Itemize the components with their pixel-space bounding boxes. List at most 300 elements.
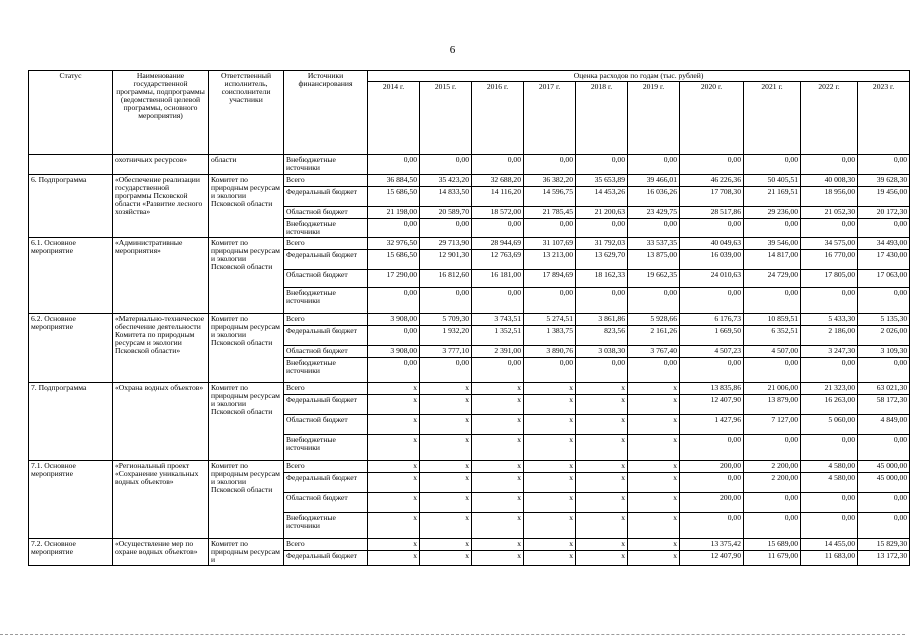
value-cell: 0,00 bbox=[801, 492, 858, 512]
value-cell: x bbox=[368, 538, 420, 550]
value-cell: x bbox=[368, 512, 420, 538]
header-estimate: Оценка расходов по годам (тыс. рублей) bbox=[368, 71, 910, 82]
value-cell: 13 213,00 bbox=[524, 249, 576, 269]
value-cell: 3 038,30 bbox=[576, 345, 628, 357]
row-responsible: области bbox=[209, 154, 284, 174]
value-cell: 0,00 bbox=[744, 492, 801, 512]
value-cell: x bbox=[420, 414, 472, 434]
value-cell: x bbox=[472, 460, 524, 472]
table-row bbox=[29, 237, 910, 249]
row-source: Федеральный бюджет bbox=[284, 394, 368, 414]
row-source: Внебюджетные источники bbox=[284, 512, 368, 538]
value-cell: x bbox=[420, 551, 472, 566]
value-cell: x bbox=[524, 512, 576, 538]
value-cell: 0,00 bbox=[744, 434, 801, 460]
value-cell: 3 861,86 bbox=[576, 313, 628, 325]
row-name: «Обеспечение реализации государственной программы Псковской области «Развитие лесного хозяйства» bbox=[113, 174, 209, 237]
value-cell: 1 352,51 bbox=[472, 325, 524, 345]
value-cell: x bbox=[420, 460, 472, 472]
header-year: 2018 г. bbox=[576, 81, 628, 154]
header-year: 2017 г. bbox=[524, 81, 576, 154]
value-cell: 0,00 bbox=[680, 218, 744, 237]
value-cell: 3 908,00 bbox=[368, 345, 420, 357]
value-cell: 21 169,51 bbox=[744, 186, 801, 206]
row-responsible: Комитет по природным ресурсам и экологии Псковской области bbox=[209, 460, 284, 538]
value-cell: 0,00 bbox=[420, 154, 472, 174]
value-cell: 5 433,30 bbox=[801, 313, 858, 325]
row-source: Внебюджетные источники bbox=[284, 154, 368, 174]
page-number: 6 bbox=[449, 44, 456, 56]
value-cell: 0,00 bbox=[680, 287, 744, 313]
header-year: 2022 г. bbox=[801, 81, 858, 154]
value-cell: 4 580,00 bbox=[801, 460, 858, 472]
value-cell: x bbox=[420, 472, 472, 492]
value-cell: 0,00 bbox=[576, 218, 628, 237]
value-cell: 6 176,73 bbox=[680, 313, 744, 325]
header-year: 2021 г. bbox=[744, 81, 801, 154]
row-source: Всего bbox=[284, 382, 368, 394]
row-name: охотничьих ресурсов» bbox=[113, 154, 209, 174]
value-cell: 3 743,51 bbox=[472, 313, 524, 325]
row-source: Областной бюджет bbox=[284, 492, 368, 512]
value-cell: 5 060,00 bbox=[801, 414, 858, 434]
value-cell: 3 777,10 bbox=[420, 345, 472, 357]
value-cell: 2 200,00 bbox=[744, 460, 801, 472]
value-cell: x bbox=[420, 538, 472, 550]
value-cell: x bbox=[628, 460, 680, 472]
header-sources: Источники финансирования bbox=[284, 71, 368, 155]
value-cell: 17 063,00 bbox=[858, 269, 910, 287]
value-cell: 14 453,26 bbox=[576, 186, 628, 206]
value-cell: 20 589,70 bbox=[420, 206, 472, 218]
value-cell: 3 109,30 bbox=[858, 345, 910, 357]
value-cell: 15 686,50 bbox=[368, 249, 420, 269]
value-cell: x bbox=[524, 492, 576, 512]
table-row bbox=[29, 382, 910, 394]
value-cell: x bbox=[628, 551, 680, 566]
value-cell: 16 036,26 bbox=[628, 186, 680, 206]
value-cell: 1 669,50 bbox=[680, 325, 744, 345]
value-cell: 45 000,00 bbox=[858, 460, 910, 472]
value-cell: 3 767,40 bbox=[628, 345, 680, 357]
value-cell: x bbox=[524, 551, 576, 566]
value-cell: 17 894,69 bbox=[524, 269, 576, 287]
row-source: Всего bbox=[284, 174, 368, 186]
value-cell: x bbox=[368, 382, 420, 394]
value-cell: x bbox=[628, 472, 680, 492]
value-cell: 0,00 bbox=[628, 218, 680, 237]
value-cell: x bbox=[576, 414, 628, 434]
value-cell: 10 859,51 bbox=[744, 313, 801, 325]
value-cell: 0,00 bbox=[472, 218, 524, 237]
row-responsible: Комитет по природным ресурсам и экологии Псковской области bbox=[209, 313, 284, 382]
value-cell: 12 407,90 bbox=[680, 394, 744, 414]
value-cell: x bbox=[524, 434, 576, 460]
value-cell: 0,00 bbox=[368, 357, 420, 382]
value-cell: x bbox=[472, 512, 524, 538]
row-source: Федеральный бюджет bbox=[284, 249, 368, 269]
value-cell: 13 835,86 bbox=[680, 382, 744, 394]
value-cell: x bbox=[472, 538, 524, 550]
value-cell: 0,00 bbox=[801, 287, 858, 313]
value-cell: 0,00 bbox=[628, 154, 680, 174]
value-cell: 40 008,30 bbox=[801, 174, 858, 186]
value-cell: x bbox=[576, 394, 628, 414]
value-cell: 21 006,00 bbox=[744, 382, 801, 394]
value-cell: x bbox=[576, 434, 628, 460]
value-cell: 0,00 bbox=[420, 287, 472, 313]
value-cell: 19 662,35 bbox=[628, 269, 680, 287]
row-status: 7.2. Основное мероприятие bbox=[29, 538, 113, 565]
value-cell: 4 849,00 bbox=[858, 414, 910, 434]
value-cell: 24 010,63 bbox=[680, 269, 744, 287]
value-cell: x bbox=[420, 492, 472, 512]
value-cell: x bbox=[628, 414, 680, 434]
value-cell: 14 116,20 bbox=[472, 186, 524, 206]
value-cell: 0,00 bbox=[858, 512, 910, 538]
value-cell: x bbox=[628, 512, 680, 538]
value-cell: 0,00 bbox=[744, 218, 801, 237]
value-cell: x bbox=[472, 394, 524, 414]
value-cell: 0,00 bbox=[420, 218, 472, 237]
value-cell: 0,00 bbox=[628, 357, 680, 382]
value-cell: x bbox=[368, 492, 420, 512]
value-cell: x bbox=[628, 538, 680, 550]
table-row bbox=[29, 538, 910, 550]
value-cell: 35 423,20 bbox=[420, 174, 472, 186]
value-cell: 16 812,60 bbox=[420, 269, 472, 287]
table-body bbox=[29, 154, 910, 565]
value-cell: 0,00 bbox=[472, 287, 524, 313]
value-cell: 5 274,51 bbox=[524, 313, 576, 325]
value-cell: 0,00 bbox=[858, 357, 910, 382]
value-cell: 12 901,30 bbox=[420, 249, 472, 269]
value-cell: 0,00 bbox=[524, 287, 576, 313]
value-cell: 19 456,00 bbox=[858, 186, 910, 206]
row-source: Внебюджетные источники bbox=[284, 357, 368, 382]
value-cell: 6 352,51 bbox=[744, 325, 801, 345]
value-cell: 200,00 bbox=[680, 492, 744, 512]
value-cell: 3 247,30 bbox=[801, 345, 858, 357]
value-cell: x bbox=[628, 394, 680, 414]
value-cell: x bbox=[420, 394, 472, 414]
row-source: Федеральный бюджет bbox=[284, 186, 368, 206]
budget-table bbox=[28, 70, 910, 566]
value-cell: x bbox=[472, 414, 524, 434]
value-cell: 13 375,42 bbox=[680, 538, 744, 550]
value-cell: 24 729,00 bbox=[744, 269, 801, 287]
value-cell: 35 653,89 bbox=[576, 174, 628, 186]
row-name: «Материально-техническое обеспечение деятельности Комитета по природным ресурсам и экологии Псковской области» bbox=[113, 313, 209, 382]
value-cell: 36 884,50 bbox=[368, 174, 420, 186]
row-source: Областной бюджет bbox=[284, 269, 368, 287]
value-cell: 15 686,50 bbox=[368, 186, 420, 206]
value-cell: x bbox=[368, 460, 420, 472]
value-cell: 0,00 bbox=[744, 512, 801, 538]
value-cell: 0,00 bbox=[858, 154, 910, 174]
value-cell: 16 039,00 bbox=[680, 249, 744, 269]
row-status: 6. Подпрограмма bbox=[29, 174, 113, 237]
row-status: 6.1. Основное мероприятие bbox=[29, 237, 113, 313]
value-cell: 15 689,00 bbox=[744, 538, 801, 550]
value-cell: 0,00 bbox=[680, 357, 744, 382]
value-cell: 31 792,03 bbox=[576, 237, 628, 249]
row-source: Областной бюджет bbox=[284, 206, 368, 218]
value-cell: 18 956,00 bbox=[801, 186, 858, 206]
value-cell: 0,00 bbox=[858, 218, 910, 237]
value-cell: 12 763,69 bbox=[472, 249, 524, 269]
value-cell: 13 172,30 bbox=[858, 551, 910, 566]
value-cell: x bbox=[628, 382, 680, 394]
value-cell: 0,00 bbox=[744, 154, 801, 174]
value-cell: 4 507,23 bbox=[680, 345, 744, 357]
value-cell: 14 833,50 bbox=[420, 186, 472, 206]
value-cell: 0,00 bbox=[472, 154, 524, 174]
row-responsible: Комитет по природным ресурсам и экологии Псковской области bbox=[209, 237, 284, 313]
row-status: 7. Подпрограмма bbox=[29, 382, 113, 460]
value-cell: 0,00 bbox=[801, 434, 858, 460]
row-source: Всего bbox=[284, 237, 368, 249]
row-source: Внебюджетные источники bbox=[284, 287, 368, 313]
value-cell: 34 575,00 bbox=[801, 237, 858, 249]
value-cell: 2 391,00 bbox=[472, 345, 524, 357]
row-source: Всего bbox=[284, 460, 368, 472]
row-source: Областной бюджет bbox=[284, 414, 368, 434]
value-cell: 18 162,33 bbox=[576, 269, 628, 287]
value-cell: 0,00 bbox=[576, 357, 628, 382]
row-name: «Охрана водных объектов» bbox=[113, 382, 209, 460]
value-cell: x bbox=[368, 551, 420, 566]
value-cell: 0,00 bbox=[744, 287, 801, 313]
header-year: 2016 г. bbox=[472, 81, 524, 154]
row-source: Всего bbox=[284, 313, 368, 325]
value-cell: 4 580,00 bbox=[801, 472, 858, 492]
value-cell: 0,00 bbox=[368, 154, 420, 174]
value-cell: 11 679,00 bbox=[744, 551, 801, 566]
row-source: Внебюджетные источники bbox=[284, 434, 368, 460]
value-cell: x bbox=[472, 551, 524, 566]
value-cell: 5 709,30 bbox=[420, 313, 472, 325]
value-cell: 0,00 bbox=[368, 325, 420, 345]
value-cell: 5 928,66 bbox=[628, 313, 680, 325]
value-cell: 13 875,00 bbox=[628, 249, 680, 269]
value-cell: 32 976,50 bbox=[368, 237, 420, 249]
value-cell: 39 546,00 bbox=[744, 237, 801, 249]
value-cell: 0,00 bbox=[858, 287, 910, 313]
value-cell: x bbox=[368, 414, 420, 434]
value-cell: 0,00 bbox=[576, 287, 628, 313]
value-cell: 4 507,00 bbox=[744, 345, 801, 357]
value-cell: 0,00 bbox=[524, 154, 576, 174]
value-cell: x bbox=[628, 492, 680, 512]
value-cell: 13 629,70 bbox=[576, 249, 628, 269]
value-cell: 2 186,00 bbox=[801, 325, 858, 345]
header-year: 2015 г. bbox=[420, 81, 472, 154]
row-source: Федеральный бюджет bbox=[284, 472, 368, 492]
value-cell: 0,00 bbox=[472, 357, 524, 382]
value-cell: 15 829,30 bbox=[858, 538, 910, 550]
value-cell: 17 430,00 bbox=[858, 249, 910, 269]
value-cell: x bbox=[576, 551, 628, 566]
value-cell: 0,00 bbox=[801, 218, 858, 237]
value-cell: 0,00 bbox=[801, 154, 858, 174]
row-source: Федеральный бюджет bbox=[284, 551, 368, 566]
value-cell: x bbox=[420, 434, 472, 460]
scan-edge-line bbox=[0, 634, 905, 635]
value-cell: 0,00 bbox=[368, 218, 420, 237]
value-cell: x bbox=[524, 460, 576, 472]
value-cell: x bbox=[576, 460, 628, 472]
value-cell: 0,00 bbox=[680, 512, 744, 538]
value-cell: 3 908,00 bbox=[368, 313, 420, 325]
value-cell: x bbox=[576, 472, 628, 492]
value-cell: 1 427,96 bbox=[680, 414, 744, 434]
row-source: Внебюджетные источники bbox=[284, 218, 368, 237]
value-cell: 0,00 bbox=[628, 287, 680, 313]
value-cell: 2 026,00 bbox=[858, 325, 910, 345]
value-cell: 0,00 bbox=[680, 434, 744, 460]
value-cell: x bbox=[576, 382, 628, 394]
value-cell: 0,00 bbox=[680, 154, 744, 174]
table-row bbox=[29, 313, 910, 325]
value-cell: x bbox=[576, 492, 628, 512]
value-cell: x bbox=[472, 382, 524, 394]
value-cell: 0,00 bbox=[744, 357, 801, 382]
value-cell: 21 200,63 bbox=[576, 206, 628, 218]
value-cell: 46 226,36 bbox=[680, 174, 744, 186]
value-cell: 63 021,30 bbox=[858, 382, 910, 394]
value-cell: 21 785,45 bbox=[524, 206, 576, 218]
row-name: «Осуществление мер по охране водных объектов» bbox=[113, 538, 209, 565]
row-status: 7.1. Основное мероприятие bbox=[29, 460, 113, 538]
value-cell: 3 890,76 bbox=[524, 345, 576, 357]
value-cell: x bbox=[576, 538, 628, 550]
value-cell: 0,00 bbox=[524, 218, 576, 237]
value-cell: 17 708,30 bbox=[680, 186, 744, 206]
value-cell: 0,00 bbox=[801, 512, 858, 538]
value-cell: 200,00 bbox=[680, 460, 744, 472]
row-responsible: Комитет по природным ресурсам и bbox=[209, 538, 284, 565]
value-cell: 823,56 bbox=[576, 325, 628, 345]
value-cell: 0,00 bbox=[576, 154, 628, 174]
value-cell: 14 455,00 bbox=[801, 538, 858, 550]
value-cell: 0,00 bbox=[524, 357, 576, 382]
value-cell: 29 713,90 bbox=[420, 237, 472, 249]
value-cell: 16 263,00 bbox=[801, 394, 858, 414]
value-cell: 1 932,20 bbox=[420, 325, 472, 345]
value-cell: x bbox=[420, 382, 472, 394]
header-row-top bbox=[29, 71, 910, 82]
value-cell: 2 161,26 bbox=[628, 325, 680, 345]
value-cell: 17 290,00 bbox=[368, 269, 420, 287]
value-cell: 39 628,30 bbox=[858, 174, 910, 186]
value-cell: 31 107,69 bbox=[524, 237, 576, 249]
value-cell: x bbox=[472, 472, 524, 492]
value-cell: 16 770,00 bbox=[801, 249, 858, 269]
value-cell: x bbox=[524, 538, 576, 550]
value-cell: 0,00 bbox=[858, 492, 910, 512]
value-cell: 32 688,20 bbox=[472, 174, 524, 186]
row-name: «Региональный проект «Сохранение уникальных водных объектов» bbox=[113, 460, 209, 538]
value-cell: 21 323,00 bbox=[801, 382, 858, 394]
value-cell: 21 198,00 bbox=[368, 206, 420, 218]
value-cell: 33 537,35 bbox=[628, 237, 680, 249]
row-source: Федеральный бюджет bbox=[284, 325, 368, 345]
header-name: Наименование государственной программы, подпрограммы (ведомственной целевой программы, основного мероприятия) bbox=[113, 71, 209, 155]
value-cell: x bbox=[472, 492, 524, 512]
value-cell: 12 407,90 bbox=[680, 551, 744, 566]
value-cell: 58 172,30 bbox=[858, 394, 910, 414]
value-cell: 14 817,00 bbox=[744, 249, 801, 269]
value-cell: x bbox=[524, 414, 576, 434]
value-cell: 23 429,75 bbox=[628, 206, 680, 218]
value-cell: 0,00 bbox=[801, 357, 858, 382]
value-cell: 29 236,00 bbox=[744, 206, 801, 218]
value-cell: 39 466,01 bbox=[628, 174, 680, 186]
row-status: 6.2. Основное мероприятие bbox=[29, 313, 113, 382]
header-responsible: Ответственный исполнитель, соисполнители участники bbox=[209, 71, 284, 155]
value-cell: 17 805,00 bbox=[801, 269, 858, 287]
value-cell: x bbox=[420, 512, 472, 538]
value-cell: 0,00 bbox=[420, 357, 472, 382]
table-row bbox=[29, 174, 910, 186]
value-cell: x bbox=[368, 394, 420, 414]
row-status bbox=[29, 154, 113, 174]
value-cell: 36 382,20 bbox=[524, 174, 576, 186]
value-cell: 50 405,51 bbox=[744, 174, 801, 186]
value-cell: 20 172,30 bbox=[858, 206, 910, 218]
value-cell: 13 879,00 bbox=[744, 394, 801, 414]
value-cell: 1 383,75 bbox=[524, 325, 576, 345]
value-cell: 0,00 bbox=[680, 472, 744, 492]
table-row bbox=[29, 460, 910, 472]
table-row bbox=[29, 154, 910, 174]
value-cell: x bbox=[576, 512, 628, 538]
header-status: Статус bbox=[29, 71, 113, 155]
value-cell: 16 181,00 bbox=[472, 269, 524, 287]
value-cell: 11 683,00 bbox=[801, 551, 858, 566]
value-cell: 2 200,00 bbox=[744, 472, 801, 492]
header-year: 2023 г. bbox=[858, 81, 910, 154]
value-cell: 7 127,00 bbox=[744, 414, 801, 434]
row-source: Областной бюджет bbox=[284, 345, 368, 357]
value-cell: 5 135,30 bbox=[858, 313, 910, 325]
value-cell: x bbox=[524, 394, 576, 414]
row-source: Всего bbox=[284, 538, 368, 550]
value-cell: 45 000,00 bbox=[858, 472, 910, 492]
value-cell: 34 493,00 bbox=[858, 237, 910, 249]
value-cell: x bbox=[368, 434, 420, 460]
header-year: 2020 г. bbox=[680, 81, 744, 154]
value-cell: x bbox=[628, 434, 680, 460]
value-cell: 28 517,86 bbox=[680, 206, 744, 218]
value-cell: 40 049,63 bbox=[680, 237, 744, 249]
value-cell: x bbox=[368, 472, 420, 492]
value-cell: x bbox=[524, 472, 576, 492]
value-cell: 0,00 bbox=[368, 287, 420, 313]
header-year: 2014 г. bbox=[368, 81, 420, 154]
value-cell: x bbox=[524, 382, 576, 394]
value-cell: 14 596,75 bbox=[524, 186, 576, 206]
value-cell: 21 052,30 bbox=[801, 206, 858, 218]
row-responsible: Комитет по природным ресурсам и экологии Псковской области bbox=[209, 382, 284, 460]
value-cell: x bbox=[472, 434, 524, 460]
row-name: «Административные мероприятия» bbox=[113, 237, 209, 313]
header-year: 2019 г. bbox=[628, 81, 680, 154]
value-cell: 0,00 bbox=[858, 434, 910, 460]
value-cell: 18 572,00 bbox=[472, 206, 524, 218]
row-responsible: Комитет по природным ресурсам и экологии Псковской области bbox=[209, 174, 284, 237]
